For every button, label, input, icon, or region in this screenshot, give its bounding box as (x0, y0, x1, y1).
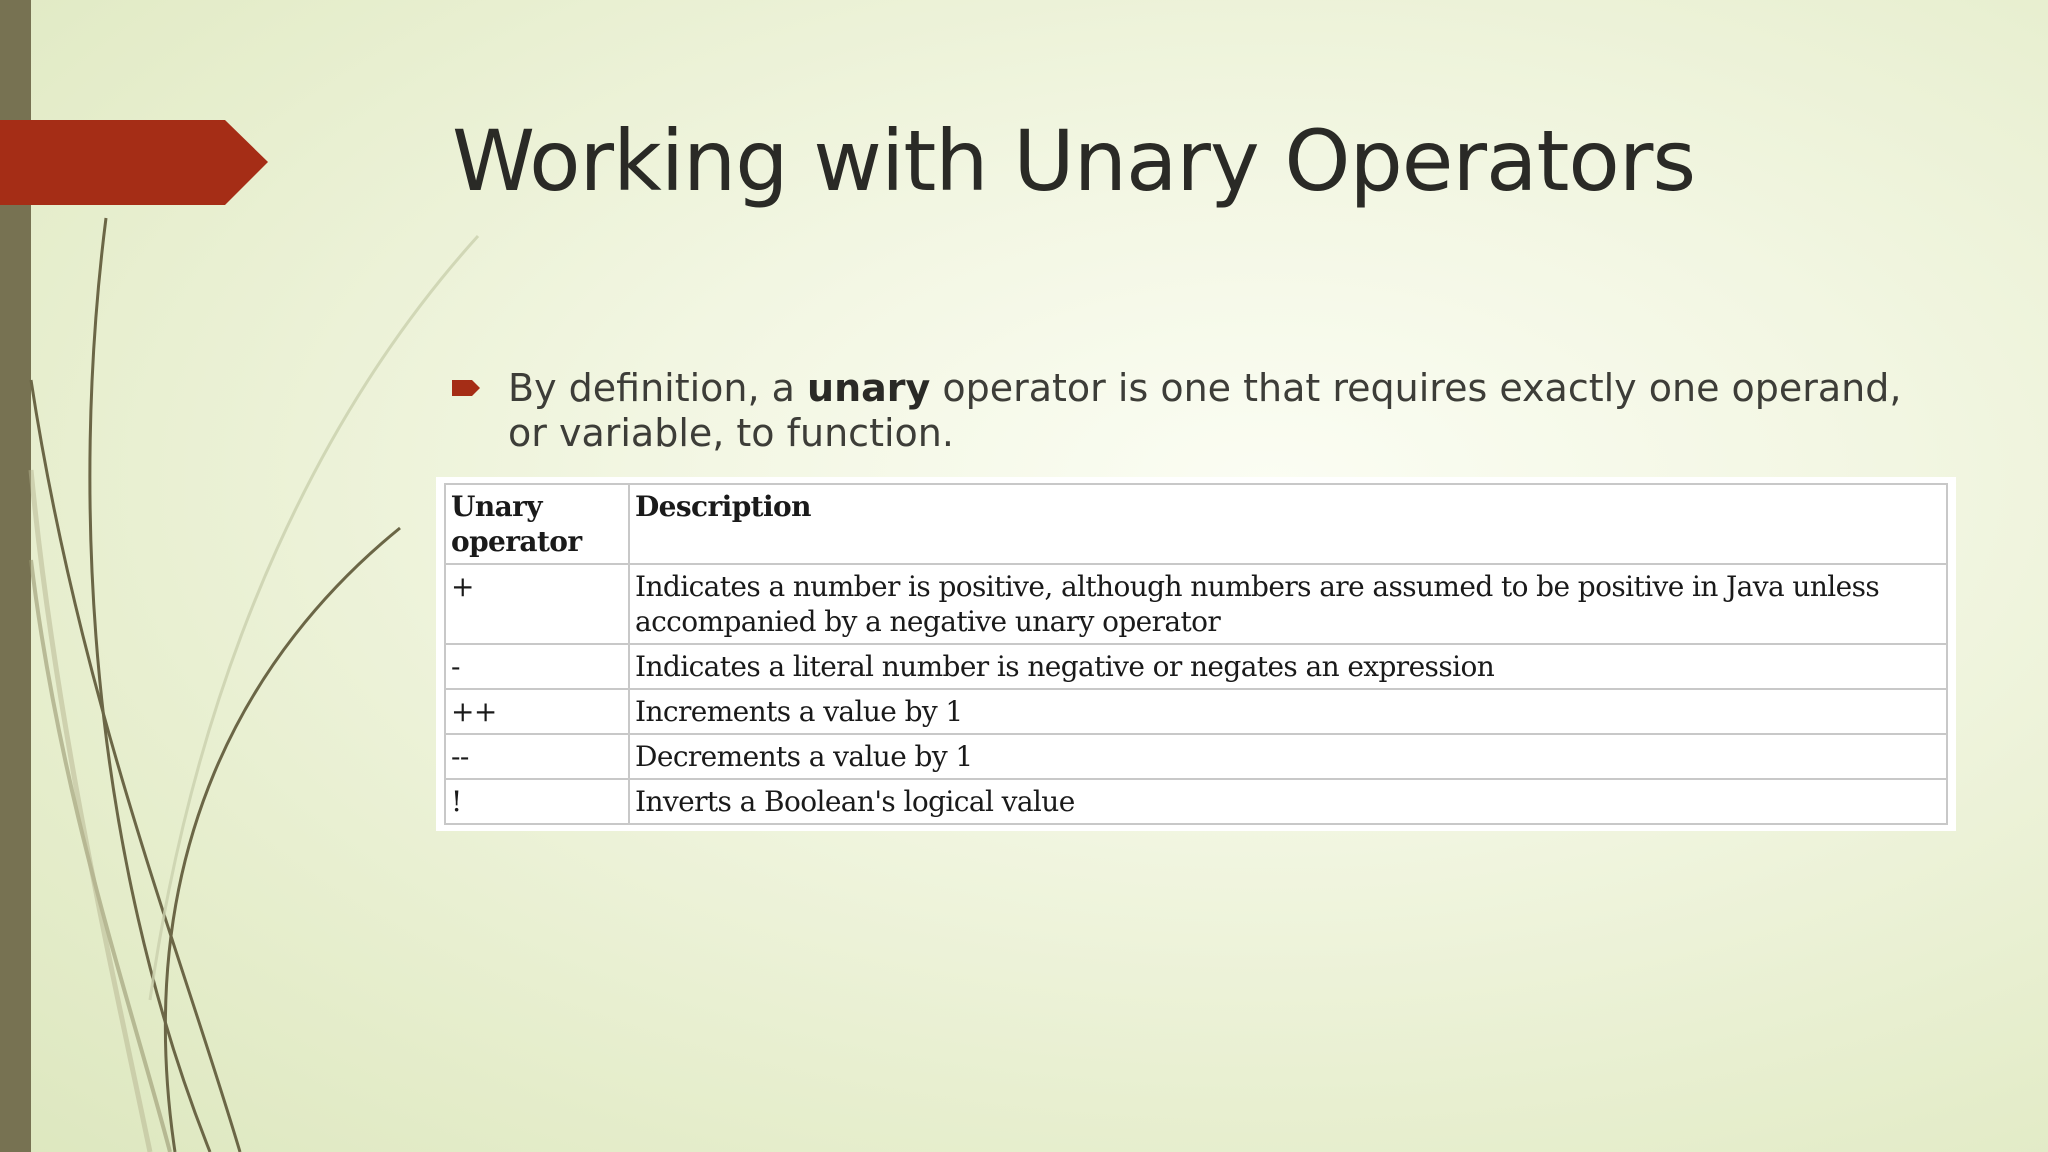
bullet-text-suffix: operator is one that requires exactly one operand, or variable, to function. (508, 366, 1902, 455)
bullet-text-prefix: By definition, a (508, 366, 808, 410)
description-cell: Decrements a value by 1 (629, 734, 1947, 779)
bullet-text (508, 366, 1902, 456)
bullet-text-bold: unary (807, 366, 931, 410)
description-cell: Increments a value by 1 (629, 689, 1947, 734)
description-cell: Indicates a number is positive, although numbers are assumed to be positive in Java unless accompanied by a negative unary operator (629, 564, 1947, 644)
operator-cell: + (445, 564, 629, 644)
arrow-bullet-icon (452, 378, 482, 398)
unary-operator-table (444, 483, 1948, 825)
table-row (445, 734, 1947, 779)
unary-operator-table-container (436, 477, 1956, 831)
header-unary-operator: Unary operator (445, 484, 629, 564)
bullet-item (452, 366, 1902, 456)
description-cell: Indicates a literal number is negative or negates an expression (629, 644, 1947, 689)
slide-title: Working with Unary Operators (452, 112, 1696, 210)
table-header-row (445, 484, 1947, 564)
table-row (445, 644, 1947, 689)
operator-cell: ! (445, 779, 629, 824)
table-row (445, 779, 1947, 824)
operator-cell: - (445, 644, 629, 689)
operator-cell: -- (445, 734, 629, 779)
table-row (445, 564, 1947, 644)
title-arrow-shape (0, 120, 268, 205)
header-description: Description (629, 484, 1947, 564)
table-row (445, 689, 1947, 734)
description-cell: Inverts a Boolean's logical value (629, 779, 1947, 824)
operator-cell: ++ (445, 689, 629, 734)
